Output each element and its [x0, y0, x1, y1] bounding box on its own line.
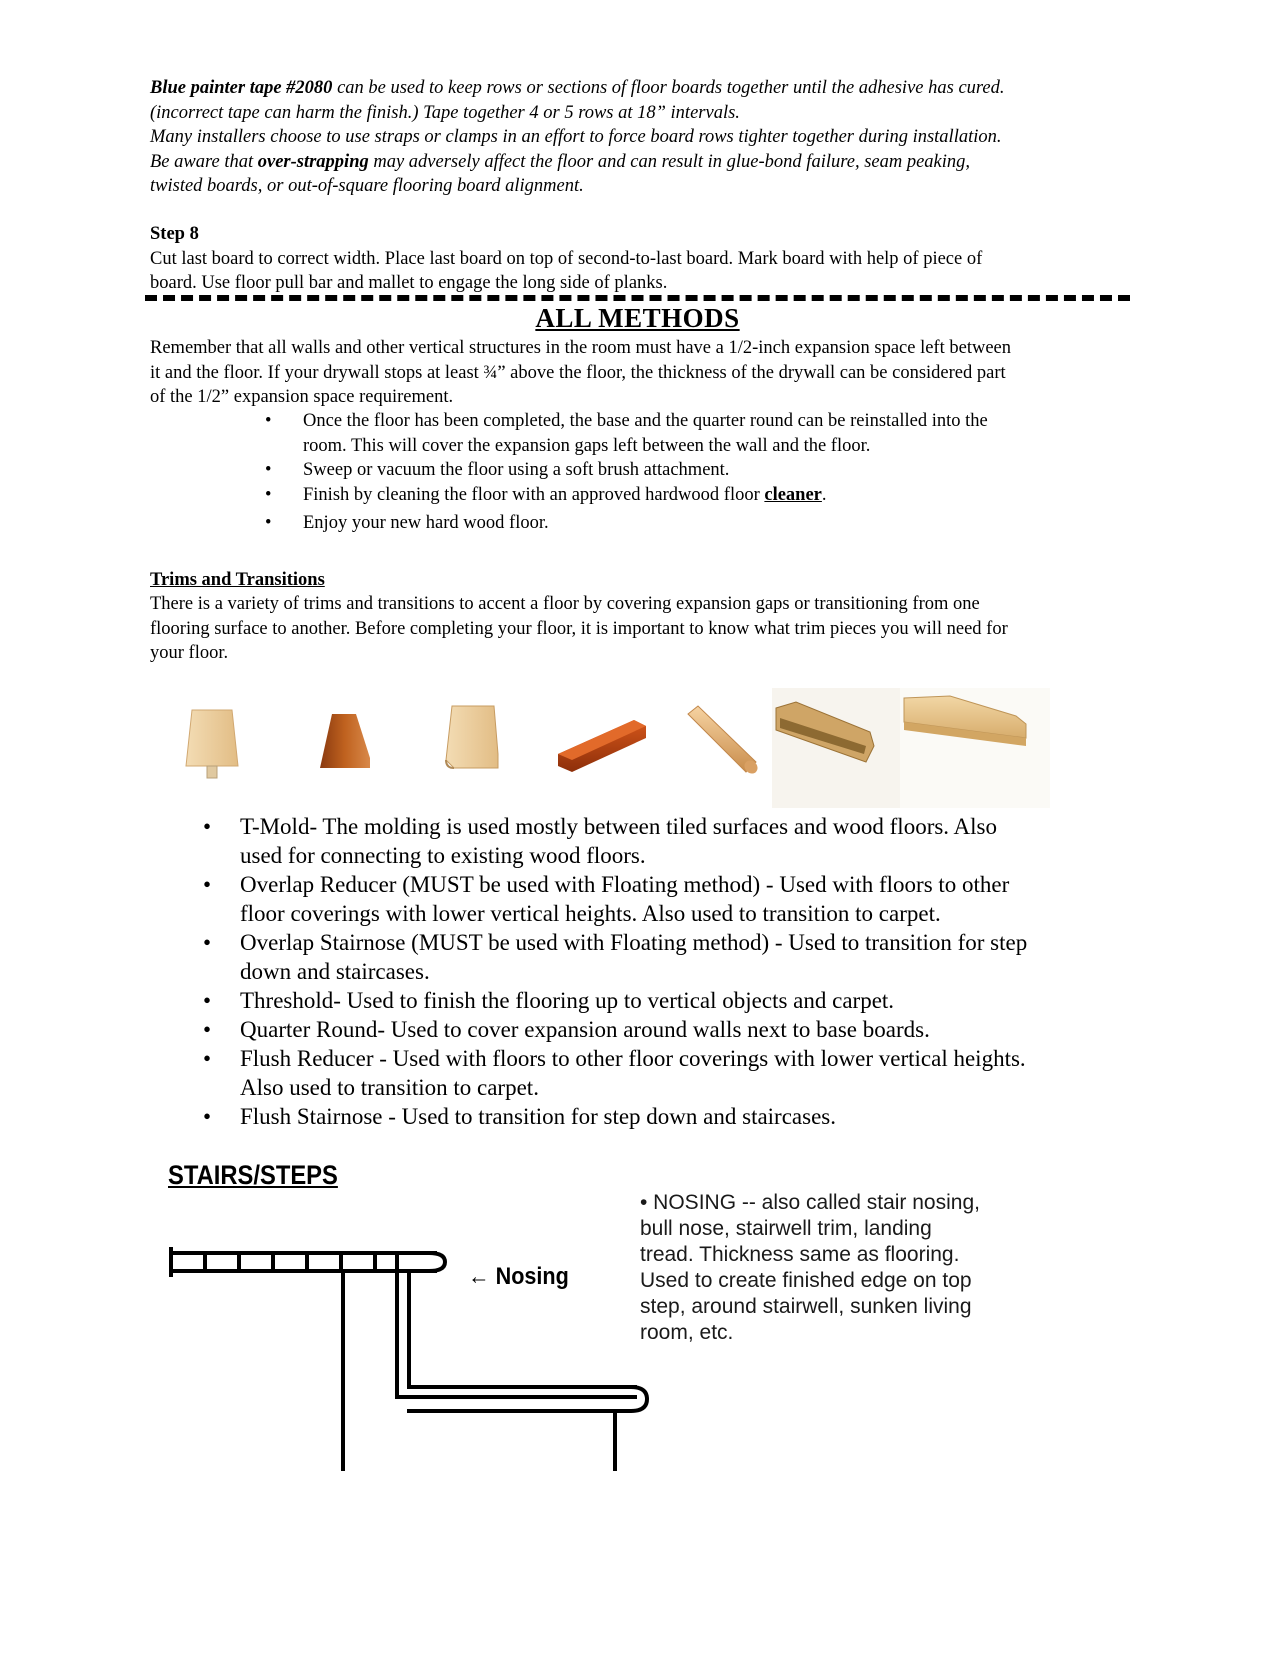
bullet-icon: • [265, 460, 272, 480]
bullet-icon: • [203, 1017, 212, 1042]
step-8-heading: Step 8 [150, 224, 199, 244]
list-item: • T-Mold- The molding is used mostly between tiled surfaces and wood floors. Also used for connecting to existing wood floors. [203, 814, 997, 868]
step-8-section [150, 222, 1150, 296]
all-methods-line-1: Remember that all walls and other vertical structures in the room must have a 1/2-inch expansion space left between [150, 338, 1011, 358]
flush-reducer-image [772, 688, 900, 808]
bullet-icon: • [265, 484, 272, 505]
all-methods-line-2: it and the floor. If your drywall stops at least ¾” above the floor, the thickness of the drywall can be considered part [150, 362, 1006, 383]
bullet-icon: • [265, 411, 272, 431]
intro-line-2: (incorrect tape can harm the finish.) Tape together 4 or 5 rows at 18” intervals. [150, 102, 740, 123]
t-mold-image [186, 710, 238, 778]
bullet-icon: • [203, 988, 212, 1013]
intro-line-4: Be aware that over-strapping may adversely affect the floor and can result in glue-bond failure, seam peaking, [150, 151, 971, 172]
all-methods-paragraph [150, 336, 1135, 410]
quarter-round-image [688, 706, 760, 776]
painter-tape-name: Blue painter tape #2080 [150, 78, 333, 98]
flush-stairnose-image [900, 688, 1050, 808]
list-item: • Quarter Round- Used to cover expansion around walls next to base boards. [203, 1017, 930, 1042]
step-8-line-1: Cut last board to correct width. Place last board on top of second-to-last board. Mark board with help of piece of [150, 248, 983, 269]
overlap-reducer-image [320, 714, 370, 768]
intro-paragraph [150, 76, 1150, 199]
cleaner-link[interactable]: cleaner [764, 484, 822, 505]
all-methods-line-3: of the 1/2” expansion space requirement. [150, 387, 454, 407]
list-item: • Flush Stairnose - Used to transition for step down and staircases. [203, 1104, 836, 1129]
bullet-icon: • [203, 872, 212, 897]
nosing-label: ← Nosing [468, 1263, 569, 1290]
overlap-stairnose-image [446, 706, 498, 768]
trims-paragraph: There is a variety of trims and transitions to accent a floor by covering expansion gaps or transitioning from one flooring surface to another. Before completing your floor, it is important to know what trim pieces you will need for your floor. [150, 594, 1008, 663]
intro-line-1: Blue painter tape #2080 can be used to keep rows or sections of floor boards together until the adhesive has cured. [150, 78, 1005, 98]
list-item: • Enjoy your new hard wood floor. [265, 511, 1085, 536]
bullet-icon: • [203, 1104, 212, 1129]
all-methods-heading: ALL METHODS [535, 303, 740, 333]
nosing-description: • NOSING -- also called stair nosing, bull nose, stairwell trim, landing tread. Thickness same as flooring. Used to create finished edge on top step, around stairwell, sunken living room, etc. [640, 1191, 980, 1344]
bullet-icon: • [265, 513, 272, 533]
list-item: • Threshold- Used to finish the flooring up to vertical objects and carpet. [203, 988, 895, 1013]
intro-line-3: Many installers choose to use straps or clamps in an effort to force board rows tighter together during installation. [150, 127, 1002, 147]
step-8-line-2: board. Use floor pull bar and mallet to engage the long side of planks. [150, 273, 668, 293]
all-methods-bullets [265, 409, 1085, 536]
dashed-divider [145, 295, 1130, 301]
trim-types-list [200, 812, 1120, 1131]
bullet-icon: • [203, 930, 212, 955]
bullet-icon: • [203, 814, 212, 839]
molding-images-strip [180, 688, 1100, 808]
list-item: • Overlap Reducer (MUST be used with Floating method) - Used with floors to other floor coverings with lower vertical heights. Also used to transition to carpet. [203, 872, 1010, 926]
list-item: • Sweep or vacuum the floor using a soft brush attachment. [265, 458, 1085, 483]
molding-profiles [180, 688, 1100, 808]
stair-nosing-diagram [165, 1245, 665, 1475]
threshold-image [558, 720, 646, 772]
list-item: • Finish by cleaning the floor with an approved hardwood floor cleaner. [265, 483, 1085, 508]
trims-heading: Trims and Transitions [150, 570, 325, 590]
list-item: • Flush Reducer - Used with floors to other floor coverings with lower vertical heights. Also used to transition to carpet. [203, 1046, 1026, 1100]
list-item: • Overlap Stairnose (MUST be used with Floating method) - Used to transition for step down and staircases. [203, 930, 1028, 984]
intro-line-5: twisted boards, or out-of-square flooring board alignment. [150, 176, 584, 196]
list-item: • Once the floor has been completed, the base and the quarter round can be reinstalled into the room. This will cover the expansion gaps left between the wall and the floor. [265, 411, 988, 456]
stairs-heading: STAIRS/STEPS [168, 1160, 338, 1190]
over-strapping-term: over-strapping [257, 151, 369, 172]
bullet-icon: • [203, 1046, 212, 1071]
